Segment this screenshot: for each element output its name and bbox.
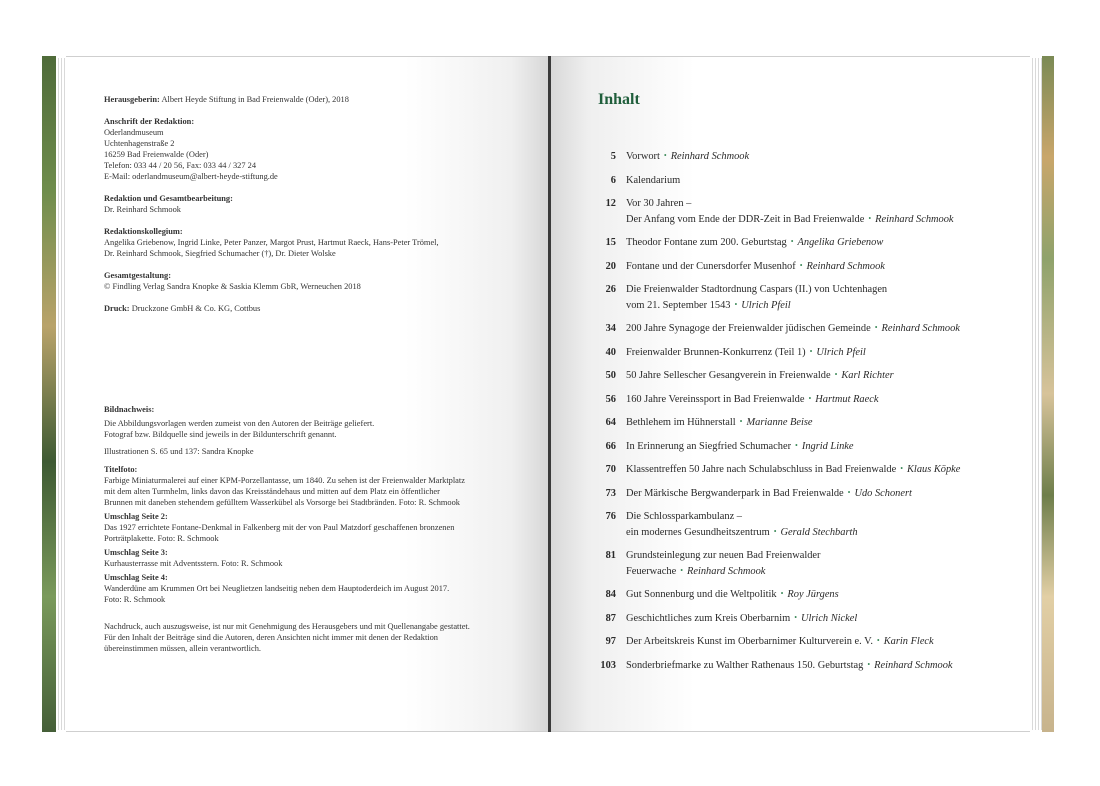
toc-entry-body	[626, 658, 1016, 674]
toc-page-number: 20	[605, 260, 616, 272]
cover-edge-right	[1042, 56, 1054, 732]
toc-page	[550, 56, 1030, 732]
toc-entry-author: Hartmut Raeck	[815, 393, 879, 405]
separator-dot-icon: •	[795, 440, 798, 450]
toc-page-number: 56	[605, 393, 616, 405]
imprint-top	[104, 94, 524, 325]
toc-entry-body	[626, 259, 1016, 275]
page-edges-left	[56, 58, 66, 730]
titelfoto-label: Titelfoto:	[104, 465, 138, 474]
titelfoto	[104, 464, 524, 508]
toc-entry-author: Reinhard Schmook	[670, 151, 750, 162]
toc-entry-body	[626, 149, 1016, 165]
toc-page-number: 34	[605, 323, 616, 335]
toc-entry-body	[626, 321, 1016, 337]
druck-text: Druckzone GmbH & Co. KG, Cottbus	[131, 304, 261, 313]
toc-entry-body	[626, 634, 1016, 650]
toc-entry-author: Karin Fleck	[883, 636, 934, 648]
toc-entry-title: 50 Jahre Sellescher Gesangverein in Freienwalde	[626, 370, 831, 382]
umschlag-2-label: Umschlag Seite 2:	[104, 512, 168, 521]
toc-page-number: 103	[600, 659, 616, 671]
toc-entry-author: Reinhard Schmook	[875, 213, 954, 225]
redaktion	[104, 193, 524, 215]
toc-entry-title: Grundsteinlegung zur neuen Bad Freienwalder	[626, 550, 821, 562]
anschrift-label: Anschrift der Redaktion:	[104, 117, 195, 126]
toc-page-number: 84	[605, 589, 616, 601]
anschrift-email[interactable]: E-Mail: oderlandmuseum@albert-heyde-stiftung.de	[104, 172, 278, 181]
toc-entry-body	[626, 611, 1016, 627]
umschlag-3-text: Kurhausterrasse mit Adventsstern. Foto: R. Schmook	[104, 559, 283, 568]
toc-entry-title: Vorwort	[626, 151, 660, 162]
kollegium-line: Angelika Griebenow, Ingrid Linke, Peter Panzer, Margot Prust, Hartmut Raeck, Hans-Peter Trömel,	[104, 238, 439, 247]
toc-entry-title: Kalendarium	[626, 174, 681, 186]
separator-dot-icon: •	[780, 589, 784, 599]
toc-entry-author: Klaus Köpke	[907, 464, 961, 476]
anschrift-line: Telefon: 033 44 / 20 56, Fax: 033 44 / 327 24	[104, 161, 257, 170]
bildnachweis	[104, 404, 524, 440]
toc-entry-title: Der Arbeitskreis Kunst im Oberbarnimer Kulturverein e. V.	[626, 636, 873, 648]
umschlag-4-label: Umschlag Seite 4:	[104, 573, 168, 582]
toc-entry-author: Reinhard Schmook	[806, 260, 885, 272]
redaktion-text: Dr. Reinhard Schmook	[104, 205, 181, 214]
toc-entry-body	[626, 173, 1016, 189]
toc-entry-title: Die Schlossparkambulanz –	[626, 511, 743, 523]
toc-entry-title: vom 21. September 1543	[626, 299, 731, 311]
book-spine	[548, 56, 551, 732]
umschlag-2-line: Das 1927 errichtete Fontane-Denkmal in Falkenberg mit der von Paul Matzdorf geschaffenen bronzenen	[104, 523, 455, 532]
toc-entry-title: Geschichtliches zum Kreis Oberbarnim	[626, 612, 791, 624]
toc-entry-author: Udo Schonert	[854, 487, 912, 499]
illustrationen-credit: Illustrationen S. 65 und 137: Sandra Knopke	[104, 447, 254, 456]
toc-page-number: 5	[610, 151, 616, 162]
toc-entry-author: Karl Richter	[841, 370, 894, 382]
kollegium	[104, 226, 524, 259]
kollegium-line: Dr. Reinhard Schmook, Siegfried Schumacher (†), Dr. Dieter Wolske	[104, 249, 336, 258]
toc-page-number: 6	[610, 174, 616, 186]
toc-entry-title: Der Anfang vom Ende der DDR-Zeit in Bad Freienwalde	[626, 213, 865, 225]
toc-entry-body	[626, 509, 1016, 540]
toc-page-number: 15	[605, 237, 616, 249]
nachdruck-notice	[104, 621, 524, 654]
nachdruck-line: Nachdruck, auch auszugsweise, ist nur mit Genehmigung des Herausgebers und mit Quellenangabe gestattet.	[104, 622, 470, 631]
separator-dot-icon: •	[734, 299, 738, 309]
titelfoto-line: Farbige Miniaturmalerei auf einer KPM-Porzellantasse, um 1840. Zu sehen ist der Freienwalder Marktplatz	[104, 476, 465, 485]
separator-dot-icon: •	[874, 323, 878, 333]
toc-entry-title: 160 Jahre Vereinssport in Bad Freienwalde	[626, 393, 805, 405]
toc-page-number: 73	[605, 487, 616, 499]
separator-dot-icon: •	[773, 526, 777, 536]
toc-entry-author: Ingrid Linke	[801, 440, 854, 452]
umschlag-3	[104, 547, 524, 569]
toc-entry-title: Fontane und der Cunersdorfer Musenhof	[626, 260, 796, 272]
toc-page-number: 50	[605, 370, 616, 382]
umschlag-3-label: Umschlag Seite 3:	[104, 548, 168, 557]
toc-entry-body	[626, 462, 1016, 478]
toc-entry-title: Bethlehem im Hühnerstall	[626, 417, 736, 429]
toc-entry-author: Ulrich Pfeil	[816, 346, 866, 358]
imprint-bottom	[104, 404, 524, 654]
toc-entry-title: ein modernes Gesundheitszentrum	[626, 526, 770, 538]
nachdruck-line: übereinstimmen müssen, allein verantwortlich.	[104, 644, 261, 653]
toc-page-number: 76	[605, 511, 616, 523]
toc-entry-author: Gerald Stechbarth	[780, 526, 858, 538]
toc-entry-body	[626, 587, 1016, 603]
gestaltung-text: © Findling Verlag Sandra Knopke & Saskia Klemm GbR, Werneuchen 2018	[104, 282, 361, 291]
toc-page-number: 40	[605, 346, 616, 358]
toc-entry-title: Sonderbriefmarke zu Walther Rathenaus 150. Geburtstag	[626, 659, 864, 671]
separator-dot-icon: •	[663, 151, 667, 160]
umschlag-4-line: Foto: R. Schmook	[104, 595, 166, 604]
herausgeberin-label: Herausgeberin:	[104, 95, 160, 104]
toc-page-number: 81	[605, 550, 616, 562]
separator-dot-icon: •	[790, 237, 794, 247]
toc-entry-body	[626, 548, 1016, 579]
separator-dot-icon: •	[847, 487, 851, 497]
toc-entry-body	[626, 486, 1016, 502]
toc-entry-body	[626, 235, 1016, 251]
toc-entry-author: Ulrich Pfeil	[741, 299, 791, 311]
anschrift-line: Uchtenhagenstraße 2	[104, 139, 175, 148]
separator-dot-icon: •	[680, 565, 684, 575]
toc-page-number: 26	[605, 284, 616, 296]
toc-entry-title: Vor 30 Jahren –	[626, 198, 692, 209]
bildnachweis-line: Die Abbildungsvorlagen werden zumeist von den Autoren der Beiträge geliefert.	[104, 419, 375, 428]
toc-entry-body	[626, 415, 1016, 431]
anschrift-line: Oderlandmuseum	[104, 128, 164, 137]
bildnachweis-line: Fotograf bzw. Bildquelle sind jeweils in der Bildunterschrift genannt.	[104, 430, 337, 439]
toc-entry-title: Die Freienwalder Stadtordnung Caspars (II.) von Uchtenhagen	[626, 284, 888, 296]
toc-entry-title: Der Märkische Bergwanderpark in Bad Freienwalde	[626, 487, 844, 499]
toc-entry-title: Feuerwache	[626, 565, 677, 577]
separator-dot-icon: •	[739, 417, 743, 427]
separator-dot-icon: •	[834, 370, 838, 380]
separator-dot-icon: •	[867, 659, 871, 669]
toc-page-number: 97	[605, 636, 616, 648]
separator-dot-icon: •	[809, 346, 813, 356]
titelfoto-line: Brunnen mit daneben stehendem gefülltem Wasserkübel als Vorsorge bei Stadtbränden. Foto: R. Schmook	[104, 498, 460, 507]
cover-edge-left	[42, 56, 56, 732]
toc-entry-title: Klassentreffen 50 Jahre nach Schulabschluss in Bad Freienwalde	[626, 464, 897, 476]
toc-entry-author: Reinhard Schmook	[881, 323, 960, 335]
anschrift	[104, 116, 524, 182]
toc-entry-title: In Erinnerung an Siegfried Schumacher	[626, 440, 792, 452]
toc-entry-title: 200 Jahre Synagoge der Freienwalder jüdischen Gemeinde	[626, 323, 871, 335]
umschlag-4-line: Wanderdüne am Krummen Ort bei Neuglietzen landseitig neben dem Hauptoderdeich im August 2017.	[104, 584, 450, 593]
toc-entry-author: Roy Jürgens	[787, 589, 839, 601]
page-edges-right	[1030, 58, 1042, 730]
toc-entry-author: Angelika Griebenow	[797, 237, 884, 249]
toc-entry-body	[626, 439, 1016, 455]
kollegium-label: Redaktionskollegium:	[104, 227, 183, 236]
imprint-page	[66, 56, 550, 732]
toc-entry-title: Theodor Fontane zum 200. Geburtstag	[626, 237, 787, 249]
anschrift-line: 16259 Bad Freienwalde (Oder)	[104, 150, 209, 159]
gestaltung	[104, 270, 524, 292]
toc-entry-body	[626, 196, 1016, 227]
toc-entry-author: Reinhard Schmook	[687, 565, 766, 577]
separator-dot-icon: •	[794, 612, 797, 622]
toc-title: Inhalt	[598, 91, 640, 108]
separator-dot-icon: •	[876, 636, 880, 646]
separator-dot-icon: •	[900, 464, 903, 474]
toc-page-number: 12	[605, 198, 616, 209]
separator-dot-icon: •	[868, 213, 872, 223]
bildnachweis-label: Bildnachweis:	[104, 405, 155, 414]
toc-page-number: 66	[605, 440, 616, 452]
toc-entry-author: Ulrich Nickel	[801, 612, 858, 624]
toc-entry-body	[626, 282, 1016, 313]
toc-entry-title: Freienwalder Brunnen-Konkurrenz (Teil 1)	[626, 346, 806, 358]
toc-entry-body	[626, 345, 1016, 361]
umschlag-4	[104, 572, 524, 605]
toc-page-number: 70	[605, 464, 616, 476]
gestaltung-label: Gesamtgestaltung:	[104, 271, 171, 280]
toc-entry-body	[626, 368, 1016, 384]
toc-entry-author: Marianne Beise	[746, 417, 813, 429]
toc-page-number: 64	[605, 417, 616, 429]
toc-page-number: 87	[605, 612, 616, 624]
separator-dot-icon: •	[799, 260, 803, 270]
toc-entry-title: Gut Sonnenburg und die Weltpolitik	[626, 589, 777, 601]
separator-dot-icon: •	[808, 393, 812, 403]
umschlag-2	[104, 511, 524, 544]
druck	[104, 303, 524, 314]
druck-label: Druck:	[104, 304, 130, 313]
herausgeberin-text: Albert Heyde Stiftung in Bad Freienwalde (Oder), 2018	[161, 95, 349, 104]
nachdruck-line: Für den Inhalt der Beiträge sind die Autoren, deren Ansichten nicht immer mit denen der Redaktion	[104, 633, 438, 642]
titelfoto-line: mit dem alten Turmhelm, links davon das Kreisständehaus und mitten auf dem Platz ein öffentlicher	[104, 487, 440, 496]
toc-entry-author: Reinhard Schmook	[874, 659, 953, 671]
herausgeberin	[104, 94, 524, 105]
redaktion-label: Redaktion und Gesamtbearbeitung:	[104, 194, 233, 203]
umschlag-2-line: Porträtplakette. Foto: R. Schmook	[104, 534, 219, 543]
toc-entry-body	[626, 392, 1016, 408]
